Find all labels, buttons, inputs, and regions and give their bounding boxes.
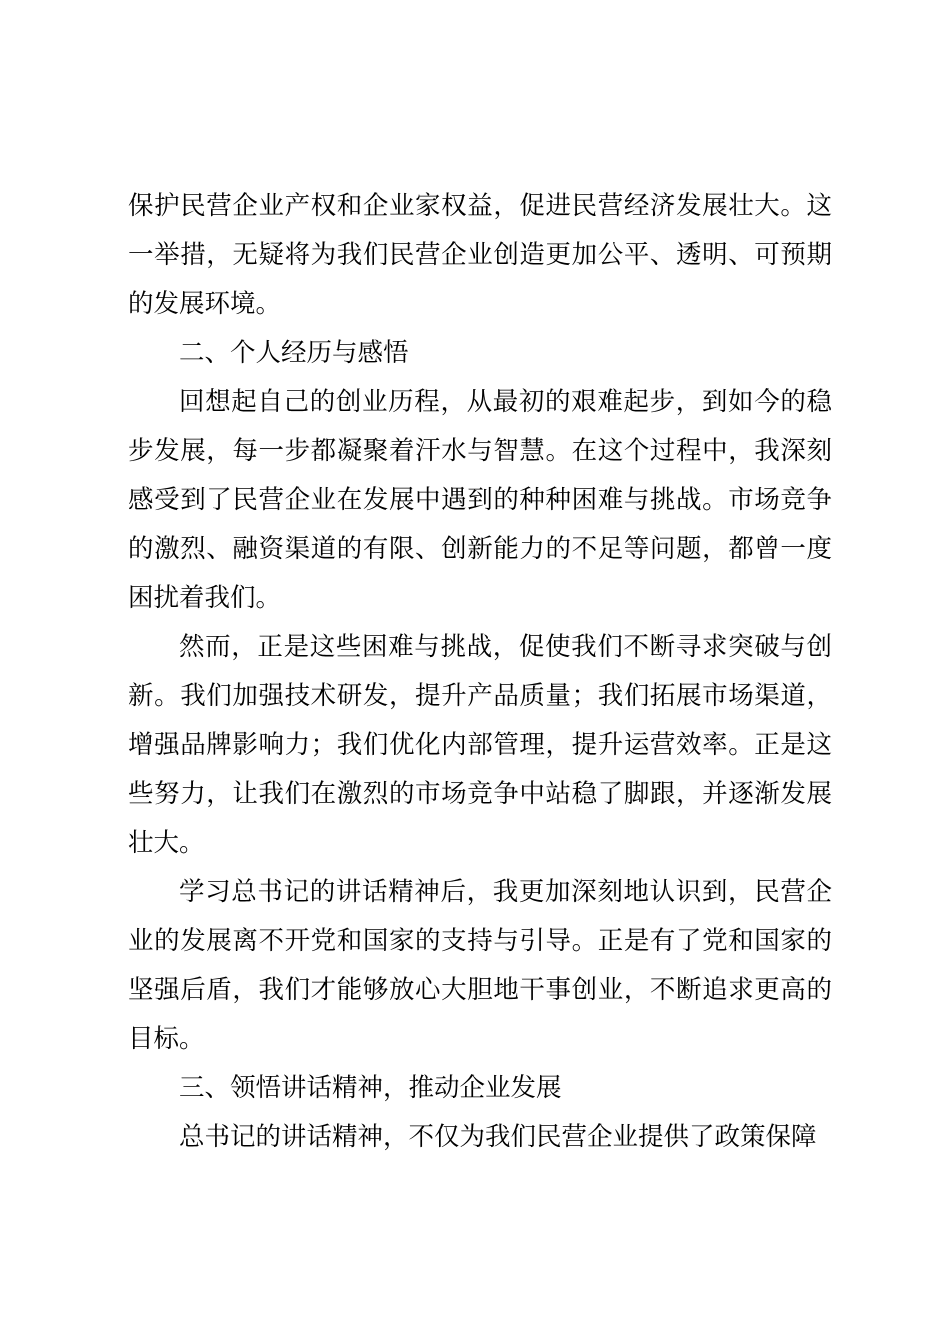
section-heading-3: 三、领悟讲话精神，推动企业发展	[179, 1073, 562, 1103]
paragraph-spirit: 总书记的讲话精神，不仅为我们民营企业提供了政策保障	[179, 1122, 817, 1152]
paragraph-continuation: 保护民营企业产权和企业家权益，促进民营经济发展壮大。这一举措，无疑将为我们民营企业创造更加公平、透明、可预期的发展环境。	[128, 191, 832, 319]
paragraph-learning: 学习总书记的讲话精神后，我更加深刻地认识到，民营企业的发展离不开党和国家的支持与引导。正是有了党和国家的坚强后盾，我们才能够放心大胆地干事创业，不断追求更高的目标。	[128, 877, 832, 1054]
section-heading-2: 二、个人经历与感悟	[179, 338, 409, 368]
paragraph-challenges: 然而，正是这些困难与挑战，促使我们不断寻求突破与创新。我们加强技术研发，提升产品质量；我们拓展市场渠道，增强品牌影响力；我们优化内部管理，提升运营效率。正是这些努力，让我们在激烈的市场竞争中站稳了脚跟，并逐渐发展壮大。	[128, 632, 832, 858]
document-page	[128, 182, 832, 1162]
paragraph-experience: 回想起自己的创业历程，从最初的艰难起步，到如今的稳步发展，每一步都凝聚着汗水与智慧。在这个过程中，我深刻感受到了民营企业在发展中遇到的种种困难与挑战。市场竞争的激烈、融资渠道的有限、创新能力的不足等问题，都曾一度困扰着我们。	[128, 387, 832, 613]
